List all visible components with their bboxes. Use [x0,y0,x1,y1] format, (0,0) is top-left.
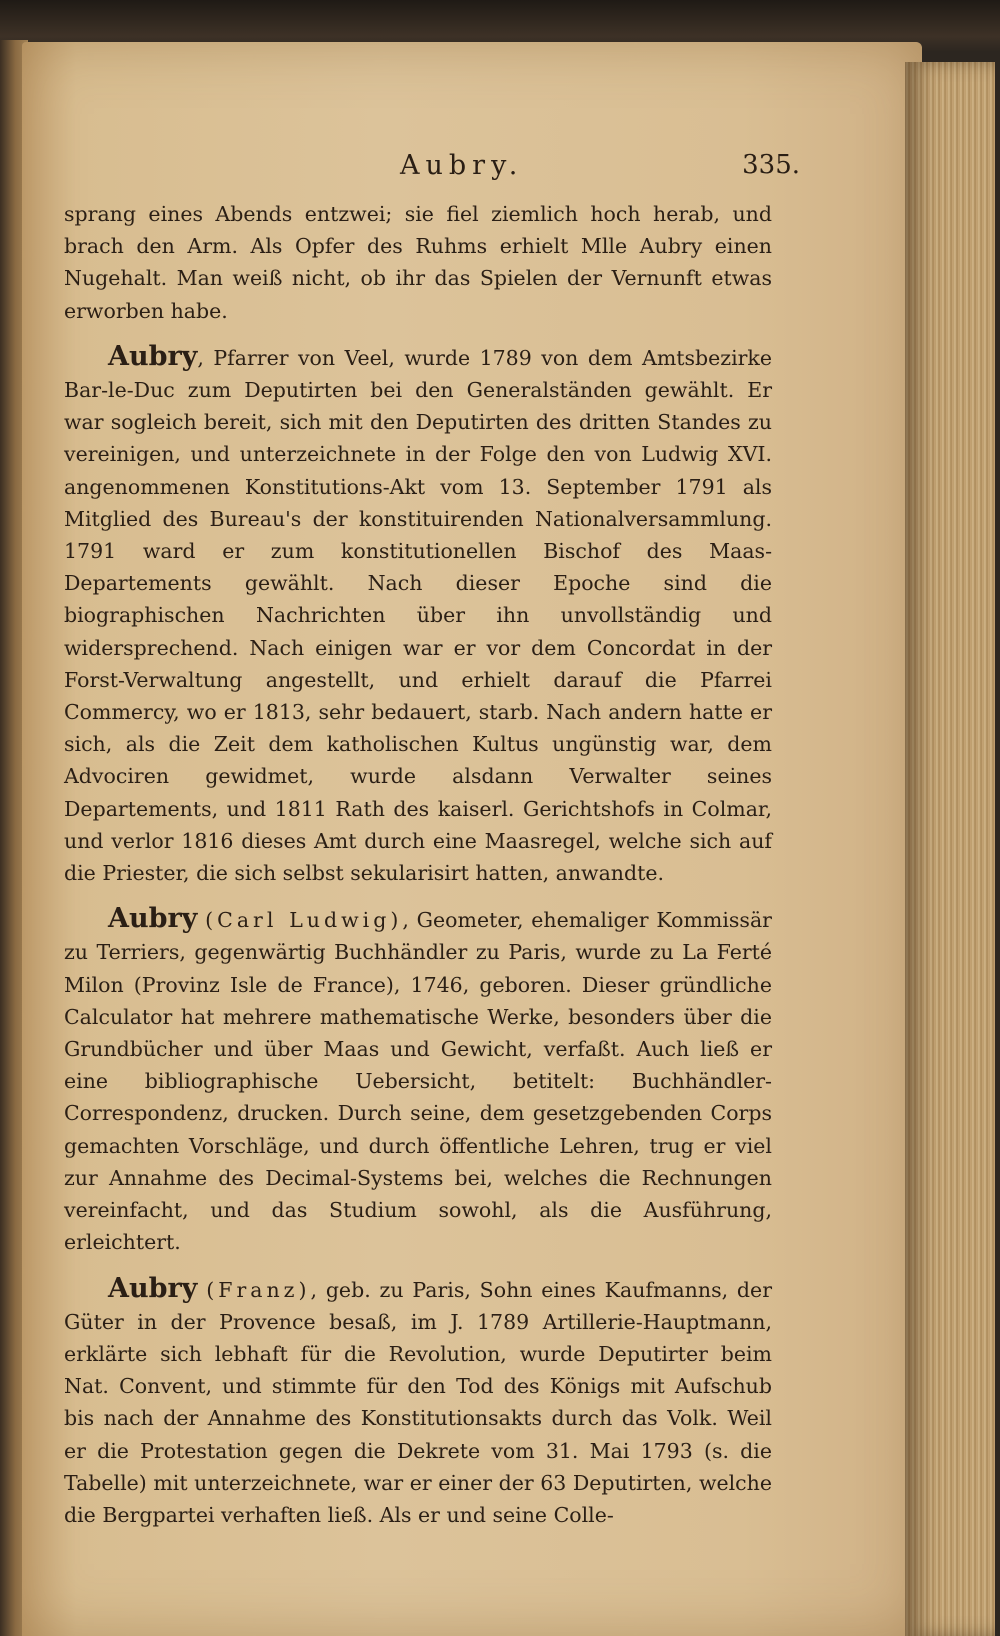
page-body [64,198,772,1545]
page-stack-edges [905,62,995,1636]
entry-aubry-carl-ludwig [64,903,772,1258]
entry-text: , geb. zu Paris, Sohn eines Kaufmanns, der Güter in der Provence besaß, im J. 1789 Artillerie-Hauptmann, erklärte sich lebhaft für die Revolution, wurde Deputirter beim Nat. Convent, und stimmte für den Tod des Königs mit Aufschub bis nach der Annahme des Konstitutionsakts durch das Volk. Weil er die Protestation gegen die Dekrete vom 31. Mai 1793 (s. die Tabelle) mit unterzeichnete, war er einer der 63 Deputirten, welche die Bergpartei verhaften ließ. Als er und seine Colle- [64,1277,772,1527]
entry-text: , Geometer, ehemaliger Kommissär zu Terriers, gegenwärtig Buchhändler zu Paris, wurde zu La Ferté Milon (Provinz Isle de France), 1746, geboren. Dieser gründliche Calculator hat mehrere mathematische Werke, besonders über die Grundbücher und über Maas und Gewicht, verfaßt. Auch ließ er eine bibliographische Uebersicht, betitelt: Buchhändler-Correspondenz, drucken. Durch seine, dem gesetzgebenden Corps gemachten Vorschläge, und durch öffentliche Lehren, trug er viel zur Annahme des Decimal-Systems bei, welches die Rechnungen vereinfacht, und das Studium sowohl, als die Ausführung, erleichtert. [64,908,772,1255]
paragraph-continuation [64,198,772,327]
paragraph-text: sprang eines Abends entzwei; sie fiel ziemlich hoch herab, und brach den Arm. Als Opfer des Ruhms erhielt Mlle Aubry einen Nugehalt. Man weiß nicht, ob ihr das Spielen der Vernunft etwas erworben habe. [64,202,772,323]
entry-given-name: (Franz) [206,1277,311,1302]
page-header [60,150,800,190]
entry-headword: Aubry [108,340,198,372]
page-number: 335. [742,150,800,180]
entry-aubry-franz [64,1273,772,1532]
entry-headword: Aubry [108,903,198,935]
entry-headword: Aubry [108,1272,198,1304]
entry-aubry-pfarrer [64,341,772,889]
running-head: Aubry. [400,150,524,181]
entry-given-name: (Carl Ludwig) [205,908,403,933]
entry-text: , Pfarrer von Veel, wurde 1789 von dem Amtsbezirke Bar-le-Duc zum Deputirten bei den Generalständen gewählt. Er war sogleich bereit, sich mit den Deputirten des dritten Standes zu vereinigen, und unterzeichnete in der Folge den von Ludwig XVI. angenommenen Konstitutions-Akt vom 13. September 1791 als Mitglied des Bureau's der konstituirenden Nationalversammlung. 1791 ward er zum konstitutionellen Bischof des Maas-Departements gewählt. Nach dieser Epoche sind die biographischen Nachrichten über ihn unvollständig und widersprechend. Nach einigen war er vor dem Concordat in der Forst-Verwaltung angestellt, und erhielt darauf die Pfarrei Commercy, wo er 1813, sehr bedauert, starb. Nach andern hatte er sich, als die Zeit dem katholischen Kultus ungünstig war, dem Advociren gewidmet, wurde alsdann Verwalter seines Departements, und 1811 Rath des kaiserl. Gerichtshofs in Colmar, und verlor 1816 dieses Amt durch eine Maasregel, welche sich auf die Priester, die sich selbst sekularisirt hatten, anwandte. [64,345,772,886]
